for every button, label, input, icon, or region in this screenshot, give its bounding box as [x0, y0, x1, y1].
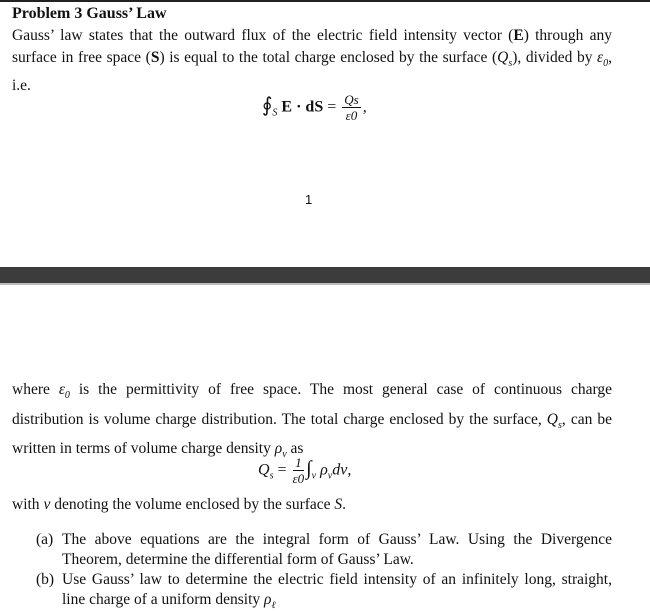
equals-sign: = — [323, 98, 341, 116]
body-paragraph — [12, 378, 612, 467]
question-b-text: Use Gauss’ law to determine the electric field intensity of an infinitely long, straight, line charge of a uniform density — [62, 571, 612, 608]
body-text-1: where — [12, 381, 59, 398]
symbol-Q: Q — [546, 410, 558, 428]
page-separator-shadow — [0, 283, 650, 285]
problem-title: Problem 3 Gauss’ Law — [12, 5, 167, 22]
with-text-2: denoting the volume enclosed by the surface — [50, 496, 335, 513]
symbol-S: S — [150, 49, 160, 66]
symbol-Q-sub: s — [558, 419, 562, 431]
integrand-rho: ρ — [320, 461, 328, 479]
charge-over-epsilon-fraction — [342, 92, 360, 124]
intro-text-1: Gauss’ law states that the outward flux of the electric field intensity vector ( — [12, 27, 514, 44]
intro-text-3: ) is equal to the total charge enclosed by the surface ( — [159, 49, 498, 66]
body-text-4: as — [286, 440, 304, 457]
body-text-3: , can be written in terms of volume charge density — [12, 410, 612, 457]
integrand-rho-sub: v — [327, 470, 333, 482]
integrand-dv: dv — [332, 461, 348, 479]
equation-lhs-sub: s — [269, 470, 274, 482]
symbol-Q: Q — [497, 49, 509, 66]
symbol-epsilon: ε — [597, 49, 604, 66]
question-b — [36, 570, 612, 615]
flux-expression: E · dS — [281, 98, 324, 116]
symbol-rho: ρ — [264, 590, 272, 608]
fraction-denominator: ε0 — [345, 108, 358, 123]
fraction-numerator: Qs — [344, 92, 359, 107]
symbol-epsilon: ε — [58, 381, 65, 398]
integral-subscript: v — [311, 470, 317, 482]
symbol-E: E — [513, 27, 524, 44]
one-over-epsilon-fraction — [293, 455, 305, 487]
page-number: 1 — [305, 192, 313, 207]
question-a — [36, 530, 612, 569]
body-text-2: is the permittivity of free space. The most general case of continuous charge distribution is volume charge distribution. The total charge enclosed by the surface, — [12, 381, 612, 428]
symbol-rho: ρ — [274, 440, 283, 457]
symbol-rho-sub: v — [282, 449, 287, 460]
symbol-v: v — [43, 496, 51, 513]
top-border — [0, 0, 650, 2]
question-list — [36, 530, 612, 616]
intro-text-5: , i.e. — [12, 49, 613, 94]
symbol-epsilon-sub: 0 — [603, 58, 609, 69]
equals-sign: = — [273, 461, 291, 479]
with-text-1: with — [12, 496, 44, 513]
question-a-text: The above equations are the integral form of Gauss’ Law. Using the Divergence Theorem, determine the differential form of Gauss’ Law. — [62, 531, 612, 568]
intro-text-4: ), divided by — [512, 49, 598, 66]
equation-comma: , — [347, 461, 352, 479]
intro-paragraph — [12, 25, 612, 97]
contour-integral-symbol: ∮ — [262, 94, 273, 117]
symbol-rho-sub: ℓ — [271, 599, 276, 611]
page-separator — [0, 267, 650, 283]
fraction-numerator: 1 — [293, 455, 305, 471]
equation-comma: , — [362, 98, 367, 116]
equation-lhs: Q — [258, 461, 270, 479]
integral-subscript: S — [272, 107, 278, 119]
symbol-S: S — [334, 496, 343, 513]
volume-charge-equation — [258, 455, 351, 487]
with-line — [12, 494, 612, 516]
integral-symbol: ∫ — [306, 457, 312, 480]
intro-text-2: ) through any surface in free space ( — [12, 27, 612, 66]
fraction-denominator: ε0 — [292, 471, 305, 486]
with-text-3: . — [342, 496, 347, 513]
question-b-label: (b) — [36, 571, 55, 588]
symbol-epsilon-sub: 0 — [64, 390, 70, 401]
question-a-label: (a) — [36, 531, 54, 548]
symbol-Q-sub: s — [508, 58, 513, 69]
gauss-law-integral-equation — [262, 92, 367, 124]
